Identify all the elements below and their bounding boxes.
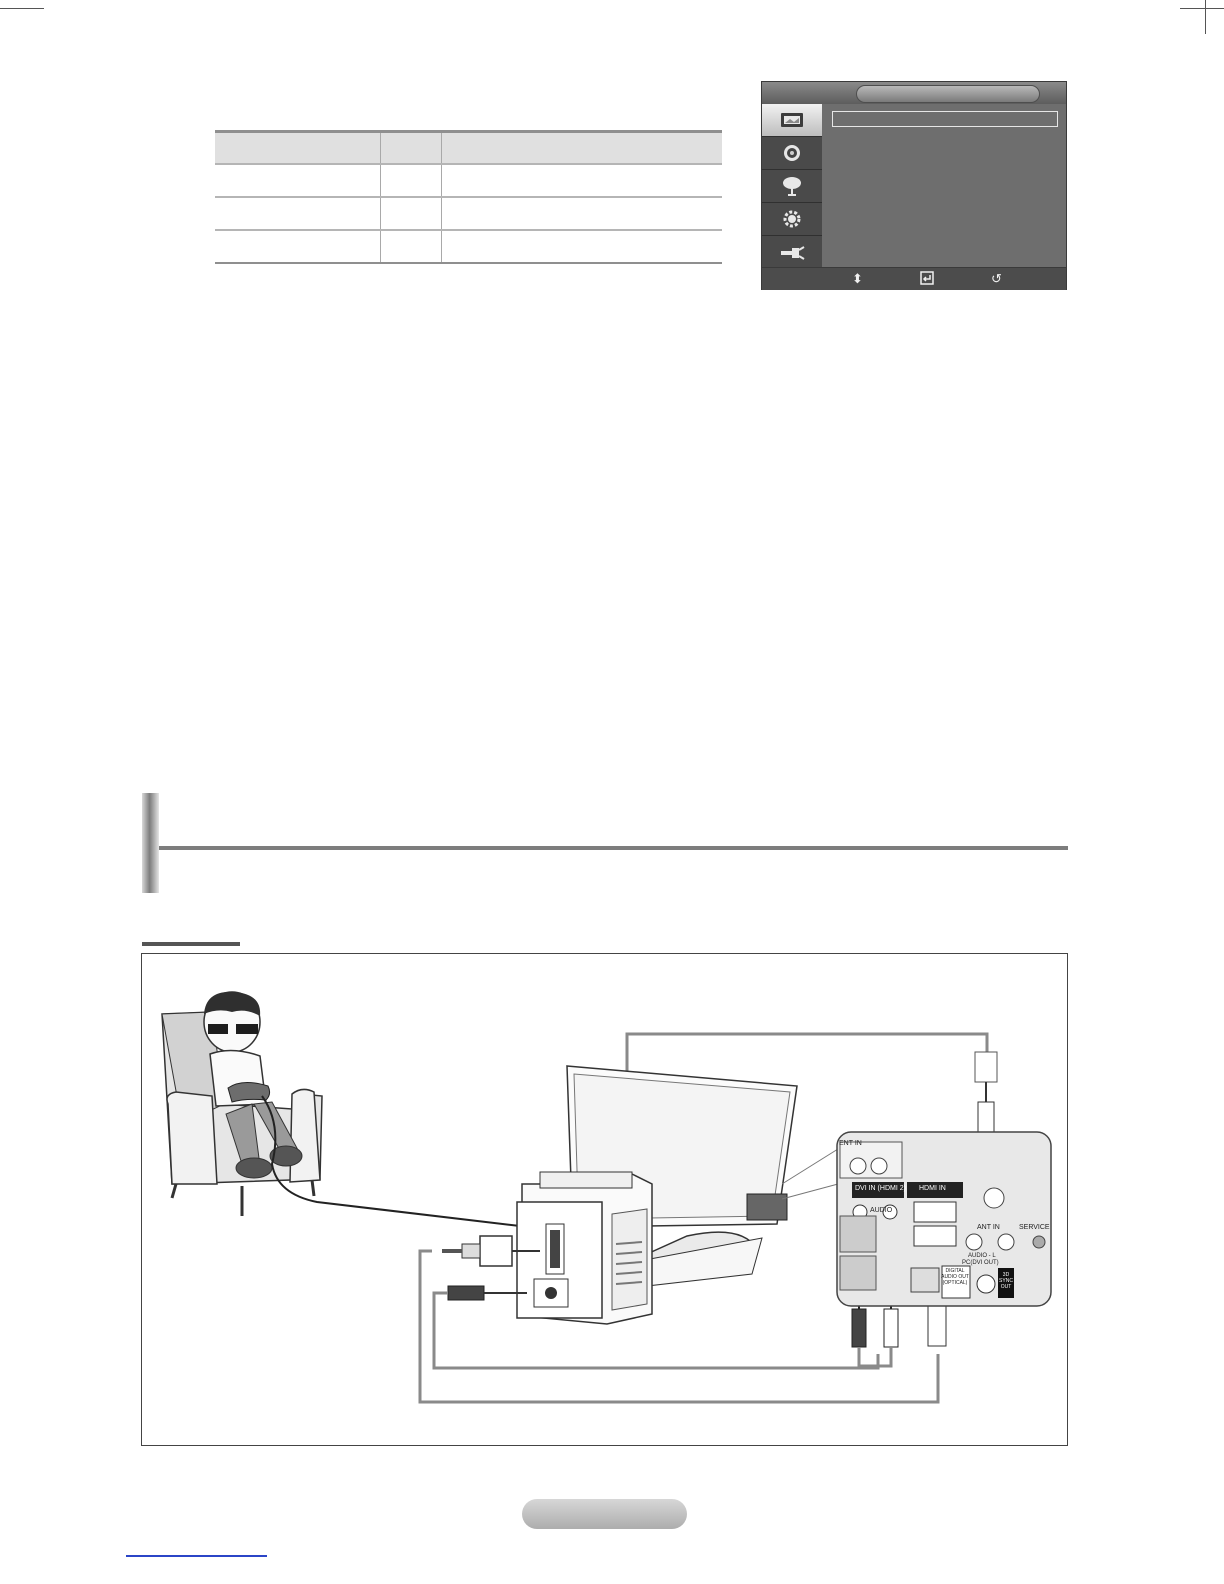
table-cell	[442, 230, 723, 263]
sound-icon[interactable]	[762, 137, 822, 170]
table-cell	[215, 164, 381, 197]
label-service: SERVICE	[1019, 1224, 1050, 1231]
tv-osd-menu	[761, 81, 1067, 290]
table-header-cell	[381, 132, 442, 165]
label-ant-in: ANT IN	[977, 1224, 1000, 1231]
table-row	[215, 197, 722, 230]
picture-icon[interactable]	[762, 104, 822, 137]
table-row	[215, 230, 722, 263]
table-row	[215, 164, 722, 197]
label-3d-sync-out: 3D SYNC OUT	[999, 1272, 1013, 1290]
diagram-tab	[142, 942, 240, 946]
label-dvi-in: DVI IN (HDMI 2)	[855, 1185, 906, 1192]
label-audio: AUDIO	[870, 1207, 893, 1214]
diagram-illustration	[142, 954, 1067, 1445]
table-cell	[381, 164, 442, 197]
channel-icon[interactable]	[762, 170, 822, 203]
pc-tower-icon	[517, 1172, 652, 1324]
table-cell	[215, 197, 381, 230]
table-cell	[381, 230, 442, 263]
label-component-in: ENT IN	[839, 1140, 862, 1147]
label-digital-audio-out: DIGITAL AUDIO OUT (OPTICAL)	[941, 1268, 969, 1286]
mode-table	[215, 130, 722, 264]
setup-icon[interactable]	[762, 203, 822, 236]
crop-mark-top-left	[0, 8, 44, 9]
connection-diagram	[141, 953, 1068, 1446]
footer-link-line	[126, 1555, 267, 1557]
move-icon: ⬍	[852, 271, 863, 286]
osd-title-pill	[856, 85, 1040, 103]
enter-icon	[920, 271, 934, 289]
table-header-cell	[442, 132, 723, 165]
label-hdmi-in: HDMI IN	[919, 1185, 946, 1192]
osd-sidebar	[762, 104, 822, 274]
table-header-row	[215, 132, 722, 165]
table-cell	[442, 197, 723, 230]
return-icon: ↺	[991, 271, 1002, 286]
label-pc-out: PC(DVI OUT)	[962, 1260, 999, 1266]
osd-bottom-bar	[762, 267, 1066, 290]
osd-selection-box	[832, 111, 1058, 127]
crop-mark-top-center	[1205, 0, 1206, 34]
section-heading-bar	[142, 793, 159, 893]
section-heading-rule	[159, 846, 1068, 850]
crop-mark-top-right	[1180, 8, 1224, 9]
label-audio-out: AUDIO - L	[968, 1253, 996, 1259]
input-icon[interactable]	[762, 236, 822, 269]
table-header-cell	[215, 132, 381, 165]
table-cell	[381, 197, 442, 230]
table-cell	[215, 230, 381, 263]
page-number-pill	[522, 1499, 687, 1529]
osd-header	[762, 82, 1066, 104]
table-cell	[442, 164, 723, 197]
